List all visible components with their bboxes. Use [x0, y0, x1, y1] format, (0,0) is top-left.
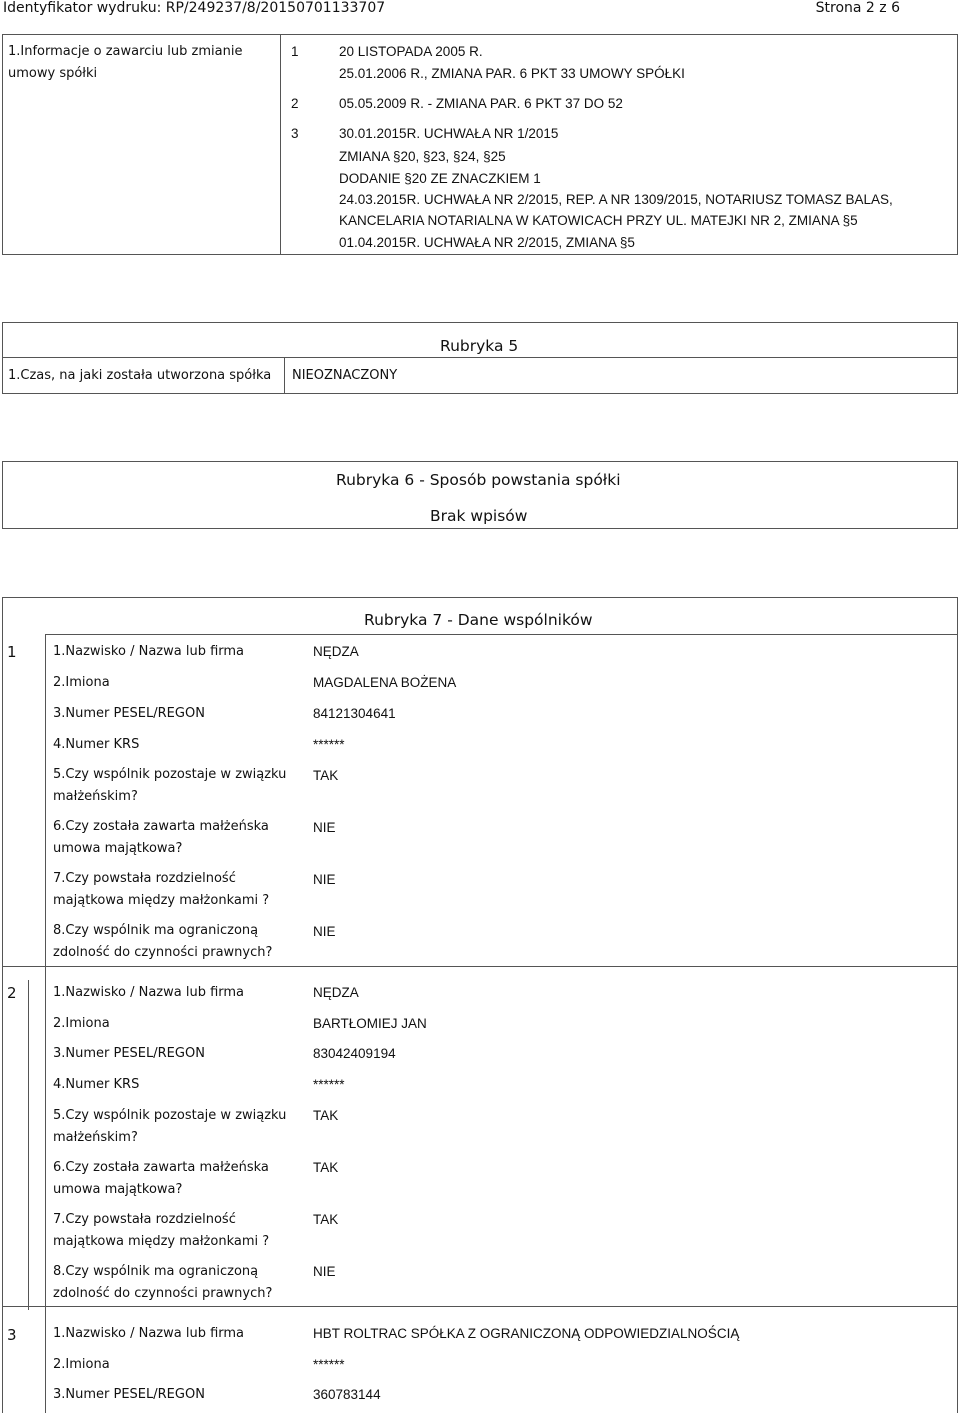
partner-field-value: HBT ROLTRAC SPÓŁKA Z OGRANICZONĄ ODPOWIEDZIALNOŚCIĄ [313, 1326, 740, 1341]
partner-field-label: 1.Nazwisko / Nazwa lub firma [53, 644, 245, 659]
partner-field-label: 5.Czy wspólnik pozostaje w związku [53, 767, 287, 782]
entry-line: 25.01.2006 R., ZMIANA PAR. 6 PKT 33 UMOWY SPÓŁKI [339, 66, 685, 81]
partner-field-label: 4.Numer KRS [53, 1077, 140, 1092]
entry-line: ZMIANA §20, §23, §24, §25 [339, 149, 506, 164]
partner-field-label: 3.Numer PESEL/REGON [53, 1046, 205, 1061]
partner-field-value: NIE [313, 924, 336, 939]
partner-field-label: 8.Czy wspólnik ma ograniczoną [53, 1264, 259, 1279]
rubryka-5-value: NIEOZNACZONY [292, 368, 398, 383]
partner-field-label: umowa majątkowa? [53, 1182, 183, 1197]
partner-field-label: 2.Imiona [53, 1357, 110, 1372]
entry-line: 24.03.2015R. UCHWAŁA NR 2/2015, REP. A NR 1309/2015, NOTARIUSZ TOMASZ BALAS, [339, 192, 893, 207]
partner-field-label: 1.Nazwisko / Nazwa lub firma [53, 985, 245, 1000]
entry-line: DODANIE §20 ZE ZNACZKIEM 1 [339, 171, 541, 186]
partner-field-value: 83042409194 [313, 1046, 396, 1061]
partner-field-label: 3.Numer PESEL/REGON [53, 706, 205, 721]
entry-number: 2 [291, 96, 299, 111]
partner-field-value: ****** [313, 737, 345, 752]
partner-field-label: 3.Numer PESEL/REGON [53, 1387, 205, 1402]
rubryka-5-label: 1.Czas, na jaki została utworzona spółka [8, 368, 272, 383]
entry-number: 1 [291, 44, 299, 59]
partner-field-label: 4.Numer KRS [53, 737, 140, 752]
partner-field-label: 6.Czy została zawarta małżeńska [53, 819, 269, 834]
partner-field-value: NĘDZA [313, 644, 359, 659]
partner-field-label: zdolność do czynności prawnych? [53, 945, 273, 960]
partner-field-label: 5.Czy wspólnik pozostaje w związku [53, 1108, 287, 1123]
partner-field-value: NĘDZA [313, 985, 359, 1000]
entry-number: 3 [291, 126, 299, 141]
partner-number: 2 [7, 984, 17, 1002]
partner-field-label: 7.Czy powstała rozdzielność [53, 1212, 236, 1227]
partner-number: 3 [7, 1326, 17, 1344]
entry-line: KANCELARIA NOTARIALNA W KATOWICACH PRZY UL. MATEJKI NR 2, ZMIANA §5 [339, 213, 858, 228]
entry-line: 30.01.2015R. UCHWAŁA NR 1/2015 [339, 126, 559, 141]
partner-field-value: NIE [313, 820, 336, 835]
rubryka-6-empty: Brak wpisów [430, 507, 528, 525]
entry-line: 05.05.2009 R. - ZMIANA PAR. 6 PKT 37 DO 52 [339, 96, 623, 111]
partner-field-value: 360783144 [313, 1387, 381, 1402]
partner-number: 1 [7, 643, 17, 661]
entry-line: 20 LISTOPADA 2005 R. [339, 44, 483, 59]
partner-field-label: 2.Imiona [53, 675, 110, 690]
partner-field-label: umowa majątkowa? [53, 841, 183, 856]
partner-field-label: 7.Czy powstała rozdzielność [53, 871, 236, 886]
rubryka-7-title: Rubryka 7 - Dane wspólników [364, 611, 593, 629]
partner-field-label: majątkowa między małżonkami ? [53, 1234, 270, 1249]
partner-field-value: TAK [313, 1108, 339, 1123]
rubryka-6-title: Rubryka 6 - Sposób powstania spółki [336, 471, 621, 489]
partner-field-label: majątkowa między małżonkami ? [53, 893, 270, 908]
agreement-info-label: 1.Informacje o zawarciu lub zmianie [8, 44, 243, 59]
partner-field-label: 6.Czy została zawarta małżeńska [53, 1160, 269, 1175]
partner-field-value: TAK [313, 1212, 339, 1227]
partner-field-value: 84121304641 [313, 706, 396, 721]
partner-field-label: 1.Nazwisko / Nazwa lub firma [53, 1326, 245, 1341]
partner-field-label: 8.Czy wspólnik ma ograniczoną [53, 923, 259, 938]
partner-field-value: ****** [313, 1077, 345, 1092]
partner-field-value: NIE [313, 872, 336, 887]
partner-field-value: TAK [313, 768, 339, 783]
partner-field-value: BARTŁOMIEJ JAN [313, 1016, 427, 1031]
partner-field-value: MAGDALENA BOŻENA [313, 675, 457, 690]
partner-field-label: małżeńskim? [53, 1130, 138, 1145]
partner-field-label: 2.Imiona [53, 1016, 110, 1031]
partner-field-value: NIE [313, 1264, 336, 1279]
agreement-info-label-2: umowy spółki [8, 66, 98, 81]
partner-field-label: małżeńskim? [53, 789, 138, 804]
partner-field-value: ****** [313, 1357, 345, 1372]
rubryka-5-title: Rubryka 5 [440, 337, 519, 355]
page-number: Strona 2 z 6 [815, 0, 900, 16]
entry-line: 01.04.2015R. UCHWAŁA NR 2/2015, ZMIANA §5 [339, 235, 635, 250]
print-identifier: Identyfikator wydruku: RP/249237/8/20150701133707 [3, 0, 386, 16]
partner-field-label: zdolność do czynności prawnych? [53, 1286, 273, 1301]
partner-field-value: TAK [313, 1160, 339, 1175]
